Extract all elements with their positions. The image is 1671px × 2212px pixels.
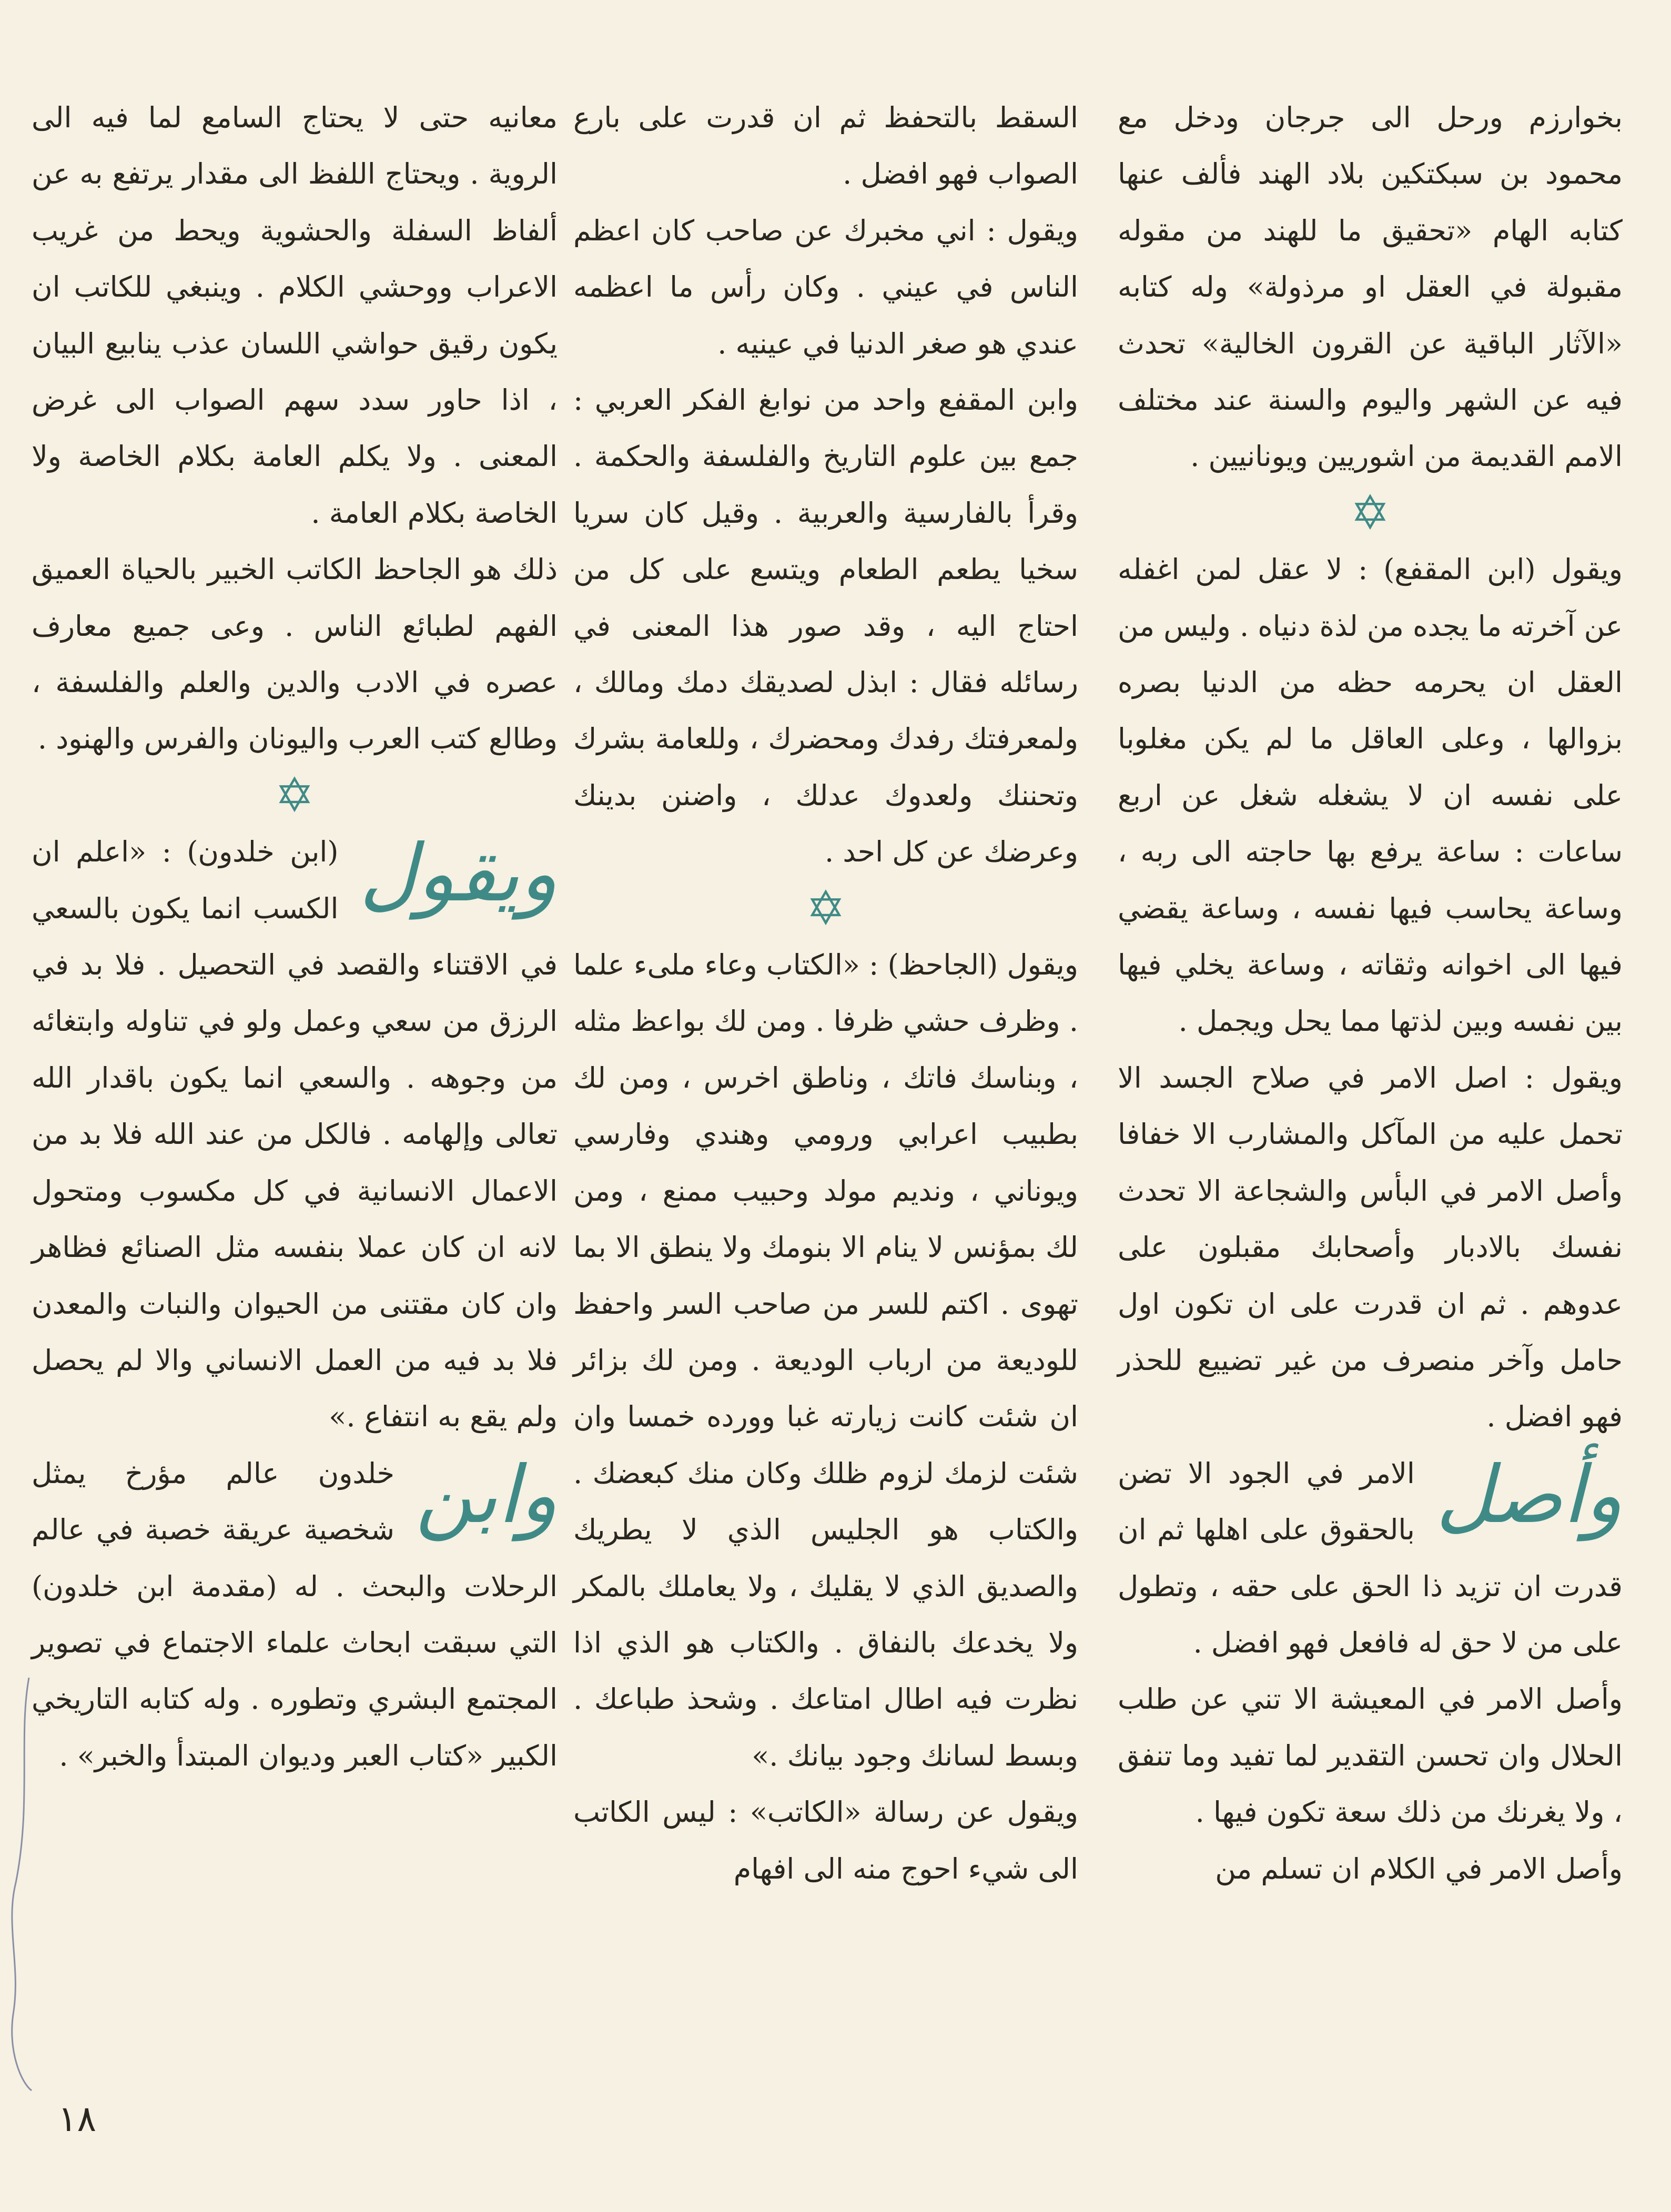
paragraph: ويقول (ابن المقفع) : لا عقل لمن اغفله عن آخرته ما يجده من لذة دنياه . وليس من العقل ان يحرمه حظه من الدنيا بصره بزوالها ، وعلى العاقل ما لم يكن مغلوبا على نفسه ان لا يشغله شغل عن اربع ساعات : ساعة يرفع بها حاجته الى ربه ، وساعة يحاسب فيها نفسه ، وساعة يقضي فيها الى اخوانه وثقاته ، وساعة يخلي فيها بين نفسه وبين لذتها مما يحل ويجمل . <box>1118 553 1623 1038</box>
paragraph: ويقول (الجاحظ) : «الكتاب وعاء ملىء علما . وظرف حشي ظرفا . ومن لك بواعظ مثله ، وبناسك فاتك ، وناطق اخرس ، ومن لك بطبيب اعرابي ورومي وهندي وفارسي ويوناني ، ونديم مولد وحبيب ممنع ، ومن لك بمؤنس لا ينام الا بنومك ولا ينطق الا بما تهوى . اكتم للسر من صاحب السر واحفظ للوديعة من ارباب الوديعة . ومن لك بزائر ان شئت كانت زيارته غبا وورده خمسا وان شئت لزمك لزوم ظلك وكان منك كبعضك . والكتاب هو الجليس الذي لا يطريك والصديق الذي لا يقليك ، ولا يعاملك بالمكر ولا يخدعك بالنفاق . والكتاب هو الذي اذا نظرت فيه اطال امتاعك . وشحذ طباعك . وبسط لسانك وجود بيانك .» <box>573 948 1078 1772</box>
column-left <box>32 89 558 1784</box>
paragraph: وابن المقفع واحد من نوابغ الفكر العربي : جمع بين علوم التاريخ والفلسفة والحكمة . وقرأ بالفارسية والعربية . وقيل كان سريا سخيا يطعم الطعام ويتسع على كل من احتاج اليه ، وقد صور هذا المعنى في رسائله فقال : ابذل لصديقك دمك ومالك ، ولمعرفتك رفدك ومحضرك ، وللعامة بشرك وتحننك ولعدوك عدلك ، واضنن بدينك وعرضك عن كل احد . <box>573 383 1078 869</box>
column-middle <box>573 89 1078 1897</box>
star-ornament-icon: ✡ <box>806 880 846 936</box>
paragraph: الامر في الجود الا تضن بالحقوق على اهلها ثم ان قدرت ان تزيد ذا الحق على حقه ، وتطول على من لا حق له فافعل فهو افضل . <box>1118 1456 1623 1659</box>
decorative-lead-word: وأصل <box>1435 1449 1623 1541</box>
paragraph: وأصل الامر في الكلام ان تسلم من <box>1215 1852 1623 1885</box>
paragraph: ويقول : اصل الامر في صلاح الجسد الا تحمل عليه من المآكل والمشارب الا خفافا وأصل الامر في البأس والشجاعة الا تحدث نفسك بالادبار وأصحابك مقبلون على عدوهم . ثم ان قدرت على ان تكون اول حامل وآخر منصرف من غير تضييع للحذر فهو افضل . <box>1118 1061 1623 1434</box>
paragraph: (ابن خلدون) : «اعلم ان الكسب انما يكون بالسعي في الاقتناء والقصد في التحصيل . فلا بد في الرزق من سعي وعمل ولو في تناوله وابتغائه من وجوهه . والسعي انما يكون باقدار الله تعالى وإلهامه . فالكل من عند الله فلا بد من الاعمال الانسانية في كل مكسوب ومتحول لانه ان كان عملا بنفسه مثل الصنائع فظاهر وان كان مقتنى من الحيوان والنبات والمعدن فلا بد فيه من العمل الانساني والا لم يحصل ولم يقع به انتفاع .» <box>32 835 558 1434</box>
margin-bracket-mark <box>0 1672 37 2093</box>
paragraph: معانيه حتى لا يحتاج السامع لما فيه الى الروية . ويحتاج اللفظ الى مقدار يرتفع به عن ألفاظ السفلة والحشوية ويحط من غريب الاعراب ووحشي الكلام . وينبغي للكاتب ان يكون رقيق حواشي اللسان عذب ينابيع البيان ، اذا حاور سدد سهم الصواب الى غرض المعنى . ولا يكلم العامة بكلام الخاصة ولا الخاصة بكلام العامة . <box>32 101 558 530</box>
paragraph: ويقول عن رسالة «الكاتب» : ليس الكاتب الى شيء احوج منه الى افهام <box>573 1795 1078 1885</box>
paragraph: ويقول : اني مخبرك عن صاحب كان اعظم الناس في عيني . وكان رأس ما اعظمه عندي هو صغر الدنيا في عينيه . <box>573 214 1078 360</box>
paragraph: بخوارزم ورحل الى جرجان ودخل مع محمود بن سبكتكين بلاد الهند فألف عنها كتابه الهام «تحقيق ما للهند من مقوله مقبولة في العقل او مرذولة» وله كتابه «الآثار الباقية عن القرون الخالية» تحدث فيه عن الشهر واليوم والسنة عند مختلف الامم القديمة من اشوريين ويونانيين . <box>1118 101 1623 473</box>
paragraph: ذلك هو الجاحظ الكاتب الخبير بالحياة العميق الفهم لطبائع الناس . وعى جميع معارف عصره في الادب والدين والعلم والفلسفة ، وطالع كتب العرب واليونان والفرس والهنود . <box>32 553 558 756</box>
star-ornament-icon: ✡ <box>1350 485 1390 541</box>
decorative-lead-word: وابن <box>415 1449 558 1541</box>
paragraph: وأصل الامر في المعيشة الا تني عن طلب الحلال وان تحسن التقدير لما تفيد وما تنفق ، ولا يغرنك من ذلك سعة تكون فيها . <box>1118 1682 1623 1829</box>
paragraph: خلدون عالم مؤرخ يمثل شخصية عريقة خصبة في عالم الرحلات والبحث . له (مقدمة ابن خلدون) التي سبقت ابحاث علماء الاجتماع في تصوير المجتمع البشري وتطوره . وله كتابه التاريخي الكبير «كتاب العبر وديوان المبتدأ والخبر» . <box>32 1456 558 1772</box>
column-right <box>1118 89 1623 1897</box>
star-ornament-icon: ✡ <box>275 767 315 823</box>
decorative-lead-word: ويقول <box>359 828 558 920</box>
paragraph: السقط بالتحفظ ثم ان قدرت على بارع الصواب فهو افضل . <box>573 101 1078 191</box>
page-number: ١٨ <box>58 2098 97 2140</box>
